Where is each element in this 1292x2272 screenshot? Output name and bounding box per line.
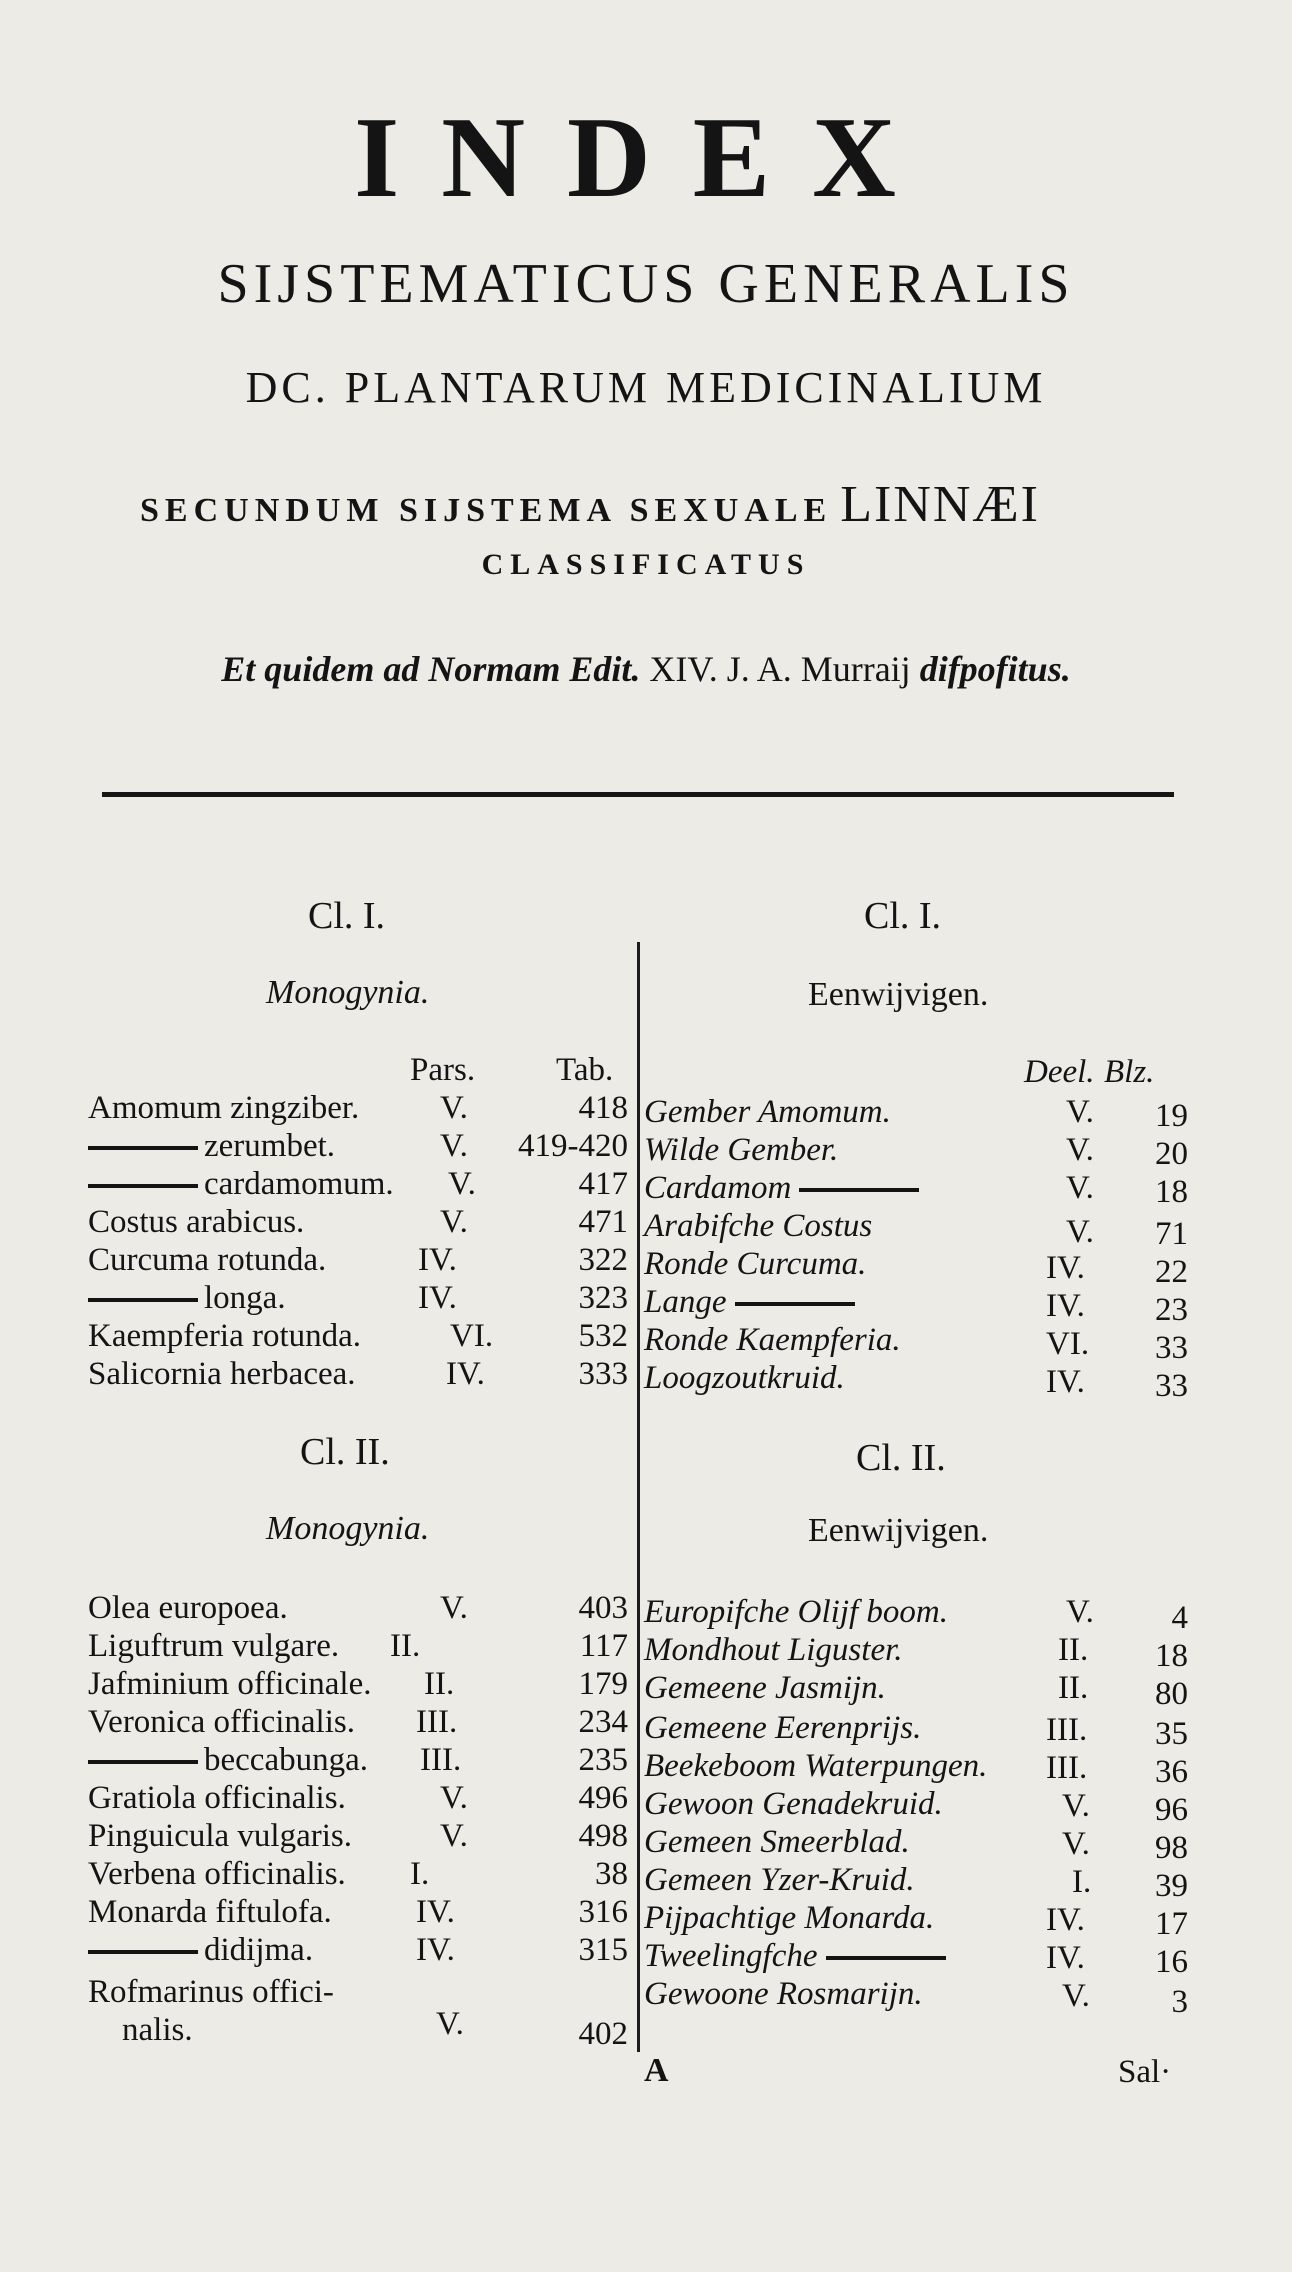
deel-value: IV. bbox=[1046, 1902, 1085, 1938]
pars-value: V. bbox=[440, 1204, 468, 1240]
blz-value: 23 bbox=[1155, 1292, 1188, 1328]
title-subtitle: SIJSTEMATICUS GENERALIS bbox=[217, 253, 1075, 315]
blz-value: 20 bbox=[1155, 1136, 1188, 1172]
tab-value: 402 bbox=[578, 2016, 628, 2052]
tab-value: 323 bbox=[578, 1280, 628, 1316]
blz-value: 22 bbox=[1155, 1254, 1188, 1290]
blz-value: 3 bbox=[1171, 1984, 1188, 2020]
tab-value: 417 bbox=[578, 1166, 628, 1202]
tab-value: 418 bbox=[578, 1090, 628, 1126]
list-item: Gewoon Genadekruid. bbox=[644, 1786, 943, 1822]
class-number: I. bbox=[918, 895, 942, 937]
list-item: Gemeene Jasmijn. bbox=[644, 1670, 886, 1706]
latin-name: Curcuma rotunda. bbox=[88, 1242, 327, 1278]
blz-value: 19 bbox=[1155, 1098, 1188, 1134]
pars-value: II. bbox=[424, 1666, 455, 1702]
pars-value: IV. bbox=[418, 1280, 457, 1316]
pars-value: IV. bbox=[416, 1932, 455, 1968]
blz-value: 39 bbox=[1155, 1868, 1188, 1904]
latin-name: Monarda fiftulofa. bbox=[88, 1894, 332, 1930]
col-tab-header: Tab. bbox=[556, 1052, 614, 1088]
ditto-dash bbox=[88, 1950, 198, 1954]
list-item bbox=[88, 1280, 286, 1317]
list-item bbox=[88, 1166, 394, 1203]
pars-value: IV. bbox=[416, 1894, 455, 1930]
edition-text-b: XIV. J. A. Murraij bbox=[649, 649, 911, 689]
deel-value: I. bbox=[1072, 1864, 1092, 1900]
pars-value: IV. bbox=[418, 1242, 457, 1278]
latin-name: Kaempferia rotunda. bbox=[88, 1318, 362, 1354]
list-item bbox=[88, 1932, 313, 1969]
list-item: Gemeene Eerenprijs. bbox=[644, 1710, 922, 1746]
blz-value: 35 bbox=[1155, 1716, 1188, 1752]
ditto-dash bbox=[735, 1302, 855, 1306]
column-divider bbox=[637, 942, 640, 2052]
tab-value: 234 bbox=[578, 1704, 628, 1740]
blz-value: 36 bbox=[1155, 1754, 1188, 1790]
col-blz-header: Blz. bbox=[1104, 1054, 1155, 1090]
right-order-1: Eenwijvigen. bbox=[808, 976, 989, 1013]
left-class-1-heading bbox=[308, 894, 385, 938]
deel-value: V. bbox=[1066, 1132, 1094, 1168]
latin-name: Liguftrum vulgare. bbox=[88, 1628, 340, 1664]
list-item bbox=[88, 1356, 356, 1393]
ditto-dash bbox=[88, 1298, 198, 1302]
pars-value: V. bbox=[448, 1166, 476, 1202]
dutch-name: Tweelingfche bbox=[644, 1938, 818, 1974]
title-classificatus: CLASSIFICATUS bbox=[481, 548, 811, 581]
tab-value: 322 bbox=[578, 1242, 628, 1278]
tab-value: 532 bbox=[578, 1318, 628, 1354]
deel-value: V. bbox=[1066, 1094, 1094, 1130]
catchword: Sal· bbox=[1118, 2054, 1172, 2090]
pars-value: V. bbox=[440, 1818, 468, 1854]
pars-value: III. bbox=[416, 1704, 458, 1740]
title-system-text: SECUNDUM SIJSTEMA SEXUALE bbox=[140, 492, 833, 529]
deel-value: II. bbox=[1058, 1670, 1089, 1706]
title-linnaei: LINNÆI bbox=[840, 476, 1040, 533]
pars-value: V. bbox=[440, 1590, 468, 1626]
list-item bbox=[88, 1894, 332, 1931]
pars-value: VI. bbox=[450, 1318, 494, 1354]
latin-name: Costus arabicus. bbox=[88, 1204, 305, 1240]
ditto-dash bbox=[88, 1146, 198, 1150]
list-item: Beekeboom Waterpungen. bbox=[644, 1748, 988, 1784]
class-label: Cl. bbox=[300, 1431, 346, 1473]
edition-text-c: difpofitus. bbox=[919, 649, 1071, 689]
list-item bbox=[88, 1128, 335, 1165]
pars-value: V. bbox=[440, 1128, 468, 1164]
pars-value: II. bbox=[390, 1628, 421, 1664]
class-number: I. bbox=[362, 895, 386, 937]
pars-value: V. bbox=[440, 1090, 468, 1126]
list-item: Pijpachtige Monarda. bbox=[644, 1900, 935, 1936]
deel-value: VI. bbox=[1046, 1326, 1090, 1362]
latin-name: Amomum zingziber. bbox=[88, 1090, 360, 1126]
pars-value: I. bbox=[410, 1856, 430, 1892]
latin-name: Gratiola officinalis. bbox=[88, 1780, 346, 1816]
tab-value: 117 bbox=[579, 1628, 628, 1664]
class-label: Cl. bbox=[856, 1437, 902, 1479]
pars-value: III. bbox=[420, 1742, 462, 1778]
blz-value: 33 bbox=[1155, 1368, 1188, 1404]
title-index: INDEX bbox=[354, 94, 938, 222]
list-item bbox=[88, 1704, 355, 1741]
title-system-line bbox=[140, 475, 1040, 534]
list-item: Gemeen Smeerblad. bbox=[644, 1824, 910, 1860]
pars-value: V. bbox=[436, 2006, 464, 2042]
horizontal-rule bbox=[102, 792, 1174, 797]
list-item bbox=[644, 1284, 855, 1321]
blz-value: 16 bbox=[1155, 1944, 1188, 1980]
latin-name: Verbena officinalis. bbox=[88, 1856, 346, 1892]
latin-name: Rofmarinus offici- bbox=[88, 1974, 334, 2010]
deel-value: V. bbox=[1062, 1978, 1090, 2014]
class-label: Cl. bbox=[308, 895, 354, 937]
list-item bbox=[88, 1666, 371, 1703]
list-item bbox=[88, 1204, 304, 1241]
list-item bbox=[88, 1628, 339, 1665]
signature-mark: A bbox=[644, 2052, 669, 2089]
list-item: Gewoone Rosmarijn. bbox=[644, 1976, 923, 2012]
list-item: Europifche Olijf boom. bbox=[644, 1594, 948, 1630]
list-item bbox=[88, 1242, 326, 1279]
list-item: Gemeen Yzer-Kruid. bbox=[644, 1862, 915, 1898]
right-order-2: Eenwijvigen. bbox=[808, 1512, 989, 1549]
list-item bbox=[644, 1938, 946, 1975]
edition-text-a: Et quidem ad Normam Edit. bbox=[221, 649, 641, 689]
blz-value: 80 bbox=[1155, 1676, 1188, 1712]
latin-name: beccabunga. bbox=[204, 1742, 368, 1778]
blz-value: 4 bbox=[1171, 1600, 1188, 1636]
latin-name: Pinguicula vulgaris. bbox=[88, 1818, 352, 1854]
title-edition-line bbox=[0, 648, 1292, 690]
list-item bbox=[88, 1856, 346, 1893]
tab-value: 315 bbox=[578, 1932, 628, 1968]
blz-value: 18 bbox=[1155, 1638, 1188, 1674]
tab-value: 316 bbox=[578, 1894, 628, 1930]
ditto-dash bbox=[88, 1184, 198, 1188]
deel-value: IV. bbox=[1046, 1288, 1085, 1324]
deel-value: V. bbox=[1062, 1826, 1090, 1862]
tab-value: 496 bbox=[578, 1780, 628, 1816]
dutch-name: Cardamom bbox=[644, 1170, 792, 1206]
class-number: II. bbox=[354, 1431, 390, 1473]
deel-value: II. bbox=[1058, 1632, 1089, 1668]
latin-name: Jafminium officinale. bbox=[88, 1666, 372, 1702]
left-order-1: Monogynia. bbox=[266, 974, 430, 1011]
deel-value: III. bbox=[1046, 1750, 1088, 1786]
deel-value: IV. bbox=[1046, 1364, 1085, 1400]
latin-name: zerumbet. bbox=[204, 1128, 336, 1164]
tab-value: 333 bbox=[578, 1356, 628, 1392]
tab-value: 498 bbox=[578, 1818, 628, 1854]
list-item bbox=[88, 1974, 334, 2011]
latin-name: Salicornia herbacea. bbox=[88, 1356, 356, 1392]
list-item: Arabifche Costus bbox=[644, 1208, 873, 1244]
pars-value: IV. bbox=[446, 1356, 485, 1392]
dutch-name: Lange bbox=[644, 1284, 727, 1320]
deel-value: IV. bbox=[1046, 1250, 1085, 1286]
tab-value: 235 bbox=[578, 1742, 628, 1778]
tab-value: 471 bbox=[578, 1204, 628, 1240]
tab-value: 403 bbox=[578, 1590, 628, 1626]
list-item: Mondhout Liguster. bbox=[644, 1632, 903, 1668]
latin-name: Veronica officinalis. bbox=[88, 1704, 355, 1740]
col-pars-header: Pars. bbox=[410, 1052, 476, 1088]
list-item: Gember Amomum. bbox=[644, 1094, 891, 1130]
list-item: Ronde Kaempferia. bbox=[644, 1322, 901, 1358]
pars-value: V. bbox=[440, 1780, 468, 1816]
left-order-2: Monogynia. bbox=[266, 1510, 430, 1547]
class-label: Cl. bbox=[864, 895, 910, 937]
tab-value: 38 bbox=[595, 1856, 628, 1892]
list-item bbox=[88, 1318, 361, 1355]
right-class-2-heading bbox=[856, 1436, 946, 1480]
tab-value: 179 bbox=[578, 1666, 628, 1702]
list-item bbox=[88, 1780, 346, 1817]
deel-value: V. bbox=[1062, 1788, 1090, 1824]
list-item bbox=[88, 1090, 359, 1127]
blz-value: 96 bbox=[1155, 1792, 1188, 1828]
deel-value: V. bbox=[1066, 1170, 1094, 1206]
left-class-2-heading bbox=[300, 1430, 390, 1474]
list-item bbox=[88, 1742, 368, 1779]
list-item bbox=[644, 1170, 919, 1207]
list-item bbox=[88, 1590, 288, 1627]
blz-value: 98 bbox=[1155, 1830, 1188, 1866]
ditto-dash bbox=[826, 1956, 946, 1960]
list-item: Wilde Gember. bbox=[644, 1132, 839, 1168]
list-item bbox=[88, 1818, 352, 1855]
list-item-continuation: nalis. bbox=[122, 2012, 193, 2048]
list-item: Ronde Curcuma. bbox=[644, 1246, 867, 1282]
latin-name: cardamomum. bbox=[204, 1166, 394, 1202]
blz-value: 18 bbox=[1155, 1174, 1188, 1210]
list-item: Loogzoutkruid. bbox=[644, 1360, 845, 1396]
tab-value: 419-420 bbox=[518, 1128, 628, 1164]
deel-value: V. bbox=[1066, 1594, 1094, 1630]
ditto-dash bbox=[799, 1188, 919, 1192]
right-class-1-heading bbox=[864, 894, 941, 938]
latin-name: didijma. bbox=[204, 1932, 314, 1968]
deel-value: V. bbox=[1066, 1214, 1094, 1250]
deel-value: IV. bbox=[1046, 1940, 1085, 1976]
ditto-dash bbox=[88, 1760, 198, 1764]
latin-name: Olea europoea. bbox=[88, 1590, 288, 1626]
title-plants: DC. PLANTARUM MEDICINALIUM bbox=[245, 363, 1047, 412]
blz-value: 33 bbox=[1155, 1330, 1188, 1366]
latin-name: longa. bbox=[204, 1280, 286, 1316]
col-deel-header: Deel. bbox=[1024, 1054, 1095, 1090]
deel-value: III. bbox=[1046, 1712, 1088, 1748]
blz-value: 71 bbox=[1155, 1216, 1188, 1252]
class-number: II. bbox=[910, 1437, 946, 1479]
blz-value: 17 bbox=[1155, 1906, 1188, 1942]
